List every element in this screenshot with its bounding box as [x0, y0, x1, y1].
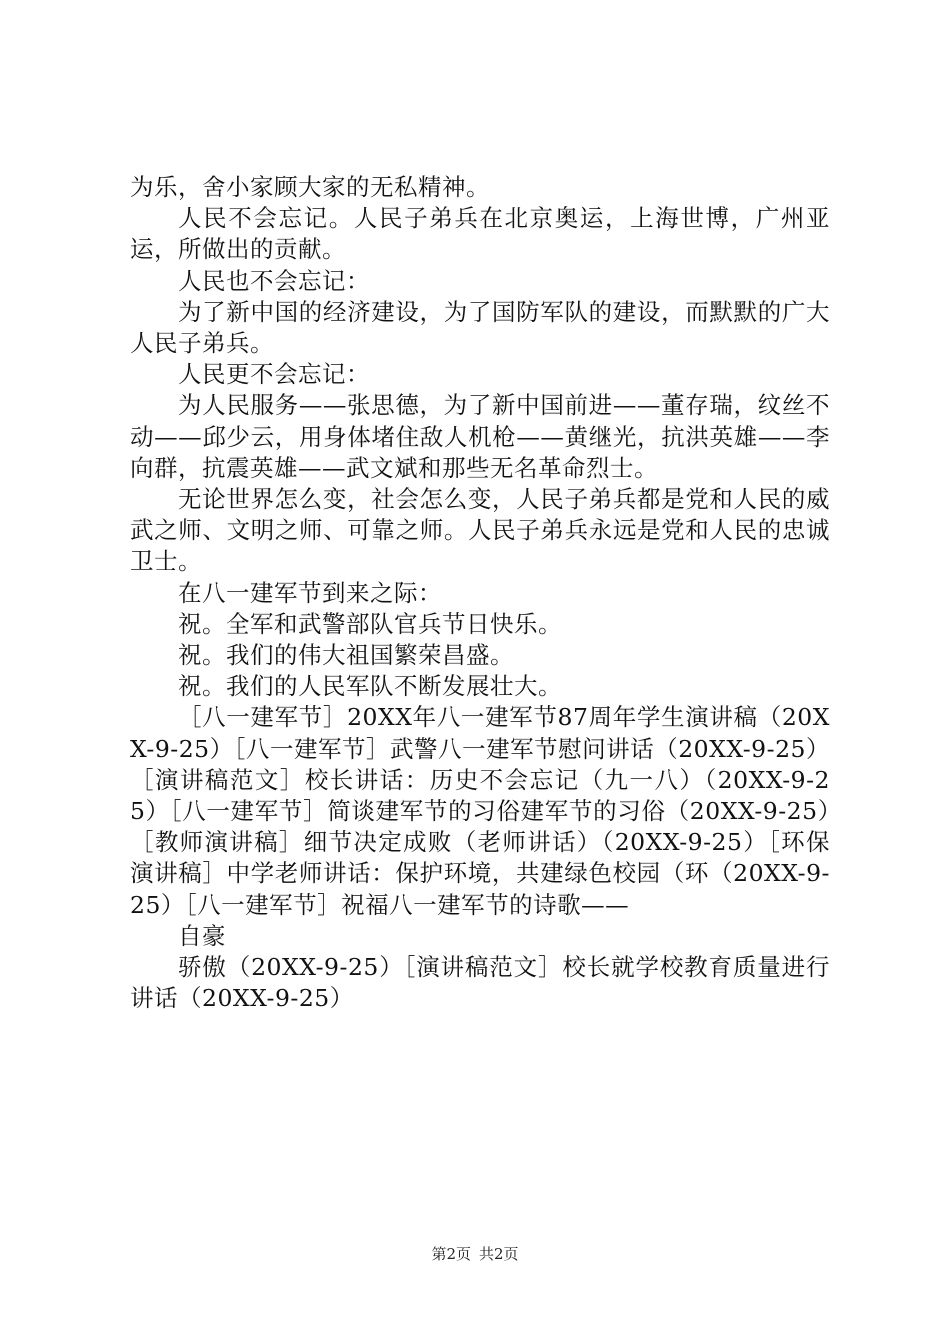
- paragraph-3: 人民也不会忘记：: [178, 266, 370, 295]
- paragraph-11: 祝。我们的人民军队不断发展壮大。: [178, 672, 562, 701]
- paragraph-13: 自豪: [178, 921, 226, 950]
- paragraph-5: 人民更不会忘记：: [178, 360, 370, 389]
- paragraph-9: 祝。全军和武警部队官兵节日快乐。: [178, 609, 562, 638]
- paragraph-7: 无论世界怎么变，社会怎么变，人民子弟兵都是党和人民的威武之师、文明之师、可靠之师。人民子弟兵永远是党和人民的忠诚卫士。: [130, 485, 830, 576]
- related-articles-list: ［八一建军节］20XX年八一建军节87周年学生演讲稿（20XX-9-25）［八一建军节］武警八一建军节慰问讲话（20XX-9-25）［演讲稿范文］校长讲话：历史不会忘记（九一八）（20XX-9-25）［八一建军节］简谈建军节的习俗建军节的习俗（20XX-9-25）［教师演讲稿］细节决定成败（老师讲话）（20XX-9-25）［环保演讲稿］中学老师讲话：保护环境，共建绿色校园（环（20XX-9-25）［八一建军节］祝福八一建军节的诗歌——: [130, 703, 830, 919]
- page-footer: [0, 1244, 950, 1264]
- page-number: 第2页: [431, 1245, 471, 1263]
- paragraph-2: 人民不会忘记。人民子弟兵在北京奥运，上海世博，广州亚运，所做出的贡献。: [130, 204, 830, 264]
- paragraph-10: 祝。我们的伟大祖国繁荣昌盛。: [178, 641, 514, 670]
- paragraph-4: 为了新中国的经济建设，为了国防军队的建设，而默默的广大人民子弟兵。: [130, 297, 830, 358]
- paragraph-8: 在八一建军节到来之际：: [178, 578, 442, 607]
- document-body: [130, 172, 830, 1014]
- paragraph-14: 骄傲（20XX-9-25）［演讲稿范文］校长就学校教育质量进行讲话（20XX-9-25）: [130, 953, 830, 1013]
- paragraph-1: 为乐，舍小家顾大家的无私精神。: [130, 173, 490, 201]
- page-total: 共2页: [479, 1245, 519, 1263]
- paragraph-6: 为人民服务——张思德，为了新中国前进——董存瑞，纹丝不动——邱少云，用身体堵住敌人机枪——黄继光，抗洪英雄——李向群，抗震英雄——武文斌和那些无名革命烈士。: [130, 391, 830, 482]
